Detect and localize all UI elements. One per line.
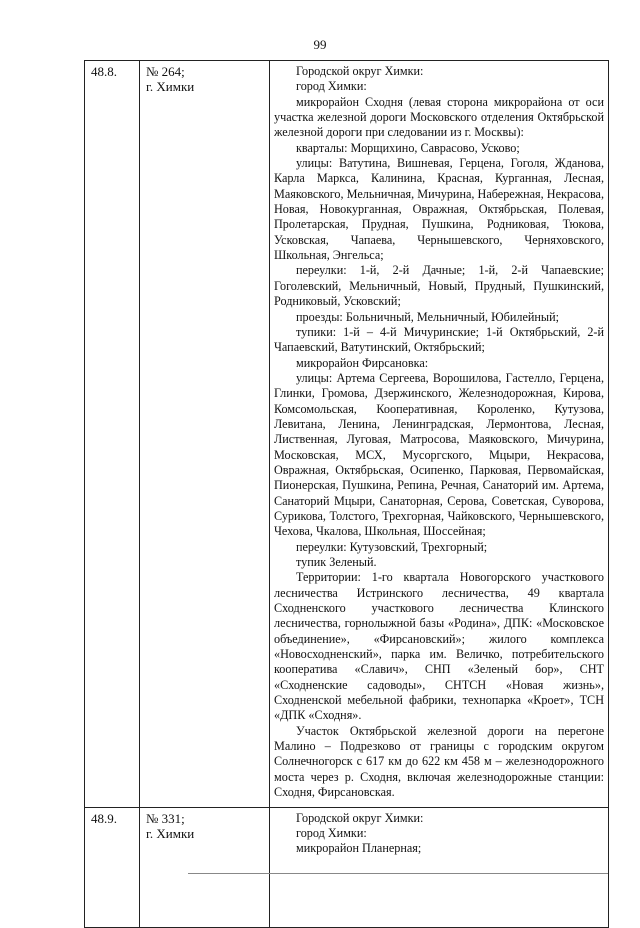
description-paragraph: микрорайон Планерная; <box>296 841 422 856</box>
description-paragraph: микрорайон Сходня (левая сторона микрорайона от оси участка железной дороги Московского отделения Октябрьской железной дороги при следовании из г. Москвы): <box>274 94 604 140</box>
description-paragraph: тупик Зеленый. <box>296 555 377 569</box>
description-paragraph: Городской округ Химки: <box>296 64 424 78</box>
description-paragraph: Городской округ Химки: <box>296 810 424 825</box>
page-edge-line <box>188 873 608 874</box>
description-paragraph: Территории: 1-го квартала Новогорского участкового лесничества Истринского лесничества, 49 квартала Сходненского участкового лесничества Клинского лесничества, горнолыжной базы «Родина», ДПК: «Московское объединение», «Фирсановский»; жилого комплекса «Новосходненский», парка им. Величко, потребительского кооператива «Славич», СНП «Зеленый бор», СНТ «Сходненские садоводы», СНТСН «Новая жизнь», Сходненской мебельной фабрики, технопарка «Кроет», ТСН «ДПК «Сходня». <box>274 570 604 723</box>
description-paragraph: улицы: Ватутина, Вишневая, Герцена, Гоголя, Жданова, Карла Маркса, Калинина, Красная, Курганная, Лесная, Маяковского, Мельничная, Мичурина, Набережная, Некрасова, Новая, Новокурганная, Овражная, Октябрьская, Полевая, Пролетарская, Прудная, Пушкина, Родниковая, Тюкова, Усковская, Чапаева, Чернышевского, Черняховского, Школьная, Энгельса; <box>274 156 604 263</box>
page-number: 99 <box>313 37 327 52</box>
description-paragraph: кварталы: Морщихино, Саврасово, Усково; <box>296 140 520 155</box>
description-paragraph: переулки: 1-й, 2-й Дачные; 1-й, 2-й Чапаевские; Гоголевский, Мельничный, Новый, Прудный, Пушкинский, Родниковый, Усковский; <box>274 263 604 309</box>
district-name: г. Химки <box>146 79 195 95</box>
description-paragraph: тупики: 1-й – 4-й Мичуринские; 1-й Октябрьский, 2-й Чапаевский, Ватутинский, Октябрьский; <box>274 324 604 355</box>
district-number: № 264; <box>146 64 185 79</box>
district-description <box>270 807 609 927</box>
row-number: 48.8. <box>85 61 140 808</box>
district-cell <box>140 807 270 927</box>
description-paragraph: переулки: Кутузовский, Трехгорный; <box>296 539 488 554</box>
description-paragraph: город Химки: <box>296 825 367 840</box>
description-paragraph: город Химки: <box>296 79 367 94</box>
row-number: 48.9. <box>85 807 140 927</box>
district-number: № 331; <box>146 810 185 826</box>
district-description <box>270 61 609 808</box>
description-paragraph: проезды: Больничный, Мельничный, Юбилейный; <box>296 309 560 324</box>
table-row <box>85 61 609 808</box>
district-name: г. Химки <box>146 825 195 841</box>
district-cell <box>140 61 270 808</box>
districts-table <box>84 60 609 928</box>
table-row <box>85 807 609 927</box>
description-paragraph: улицы: Артема Сергеева, Ворошилова, Гастелло, Герцена, Глинки, Громова, Дзержинского, Железнодорожная, Кирова, Комсомольская, Кооперативная, Короленко, Кутузова, Левитана, Ленина, Ленинградская, Лермонтова, Лесная, Лиственная, Луговая, Матросова, Маяковского, Мичурина, Московская, МСХ, Мусоргского, Мцыри, Некрасова, Овражная, Октябрьская, Осипенко, Парковая, Первомайская, Пионерская, Пушкина, Репина, Речная, Санаторий им. Артема, Санаторий Мцыри, Санаторная, Серова, Советская, Суворова, Сурикова, Толстого, Трехгорная, Чайковского, Чернышевского, Чехова, Чкалова, Школьная, Шоссейная; <box>274 370 604 539</box>
description-paragraph: микрорайон Фирсановка: <box>296 355 429 370</box>
description-paragraph: Участок Октябрьской железной дороги на перегоне Малино – Подрезково от границы с городским округом Солнечногорск с 617 км до 622 км 458 м – железнодорожного моста через р. Сходня, включая железнодорожные станции: Сходня, Фирсановская. <box>274 723 604 800</box>
